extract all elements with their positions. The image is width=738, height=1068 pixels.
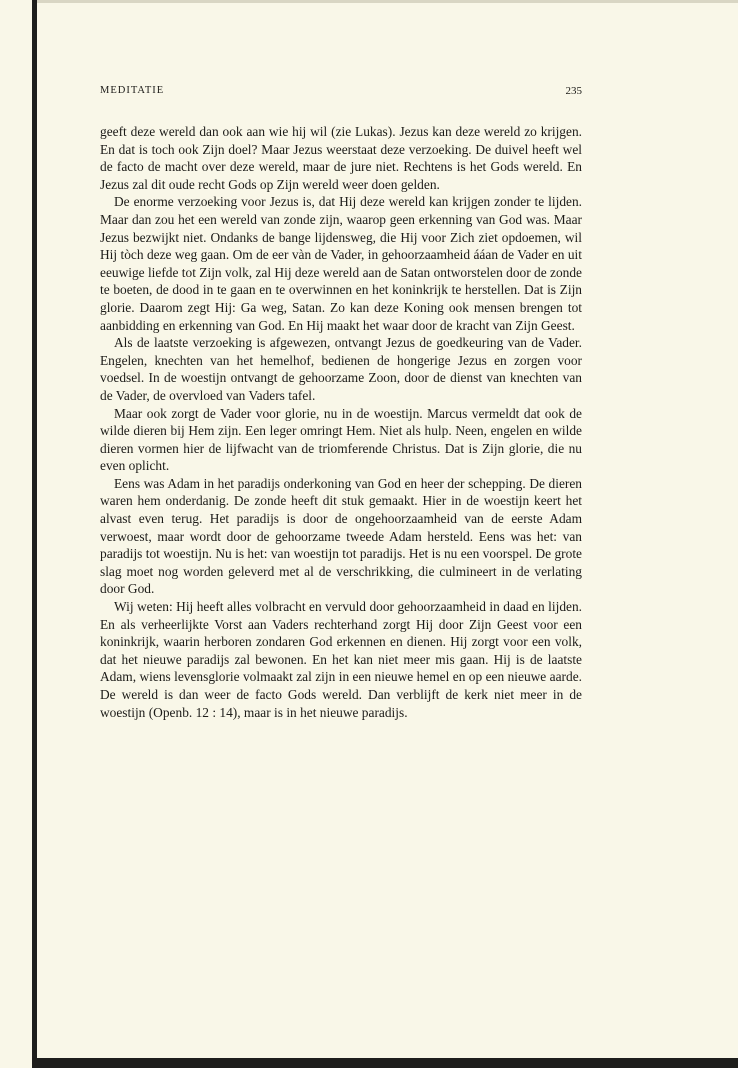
paragraph: Wij weten: Hij heeft alles volbracht en vervuld door gehoorzaamheid in daad en lijden. En als verheerlijkte Vorst aan Vaders rechterhand zorgt Hij door Zijn Geest voor een koninkrijk, waarin herboren zondaren God erkennen en dienen. Hij zorgt voor een volk, dat het nieuwe paradijs zal bewonen. En het kan niet meer mis gaan. Hij is de laatste Adam, wiens levensglorie volmaakt zal zijn in een nieuwe hemel en op een nieuwe aarde. De wereld is dan weer de facto Gods wereld. Dan verblijft de kerk niet meer in de woestijn (Openb. 12 : 14), maar is in het nieuwe paradijs. [100, 599, 582, 720]
scan-bottom-border [32, 1058, 738, 1068]
page-content [100, 85, 582, 721]
body-text [100, 123, 582, 721]
paragraph: geeft deze wereld dan ook aan wie hij wil (zie Lukas). Jezus kan deze wereld zo krijgen. En dat is toch ook Zijn doel? Maar Jezus weerstaat deze verzoeking. De duivel heeft wel de facto de macht over deze wereld, maar de jure niet. Rechtens is het Gods wereld. En Jezus zal dit oude recht Gods op Zijn wereld weer doen gelden. [100, 124, 582, 192]
paragraph: Maar ook zorgt de Vader voor glorie, nu in de woestijn. Marcus vermeldt dat ook de wilde dieren bij Hem zijn. Een leger omringt Hem. Niet als hulp. Neen, engelen en wilde dieren vormen hier de lijfwacht van de triomferende Christus. Dat is Zijn glorie, die nu even oplicht. [100, 405, 582, 474]
paragraph: Eens was Adam in het paradijs onderkoning van God en heer der schepping. De dieren waren hem onderdanig. De zonde heeft dit stuk gemaakt. Hier in de woestijn keert het alvast even terug. Het paradijs is door de ongehoorzaamheid van de eerste Adam verwoest, maar wordt door de gehoorzame tweede Adam hersteld. Eens was het: van paradijs tot woestijn. Nu is het: van woestijn tot paradijs. Het is nu een voorspel. De grote slag moet nog worden geleverd met al de verschrikking, die culmineert in de verlating door God. [100, 475, 582, 597]
scan-top-edge [37, 0, 738, 3]
running-head-title: MEDITATIE [100, 85, 165, 96]
running-head [100, 85, 582, 109]
page-number: 235 [565, 85, 582, 97]
paragraph: De enorme verzoeking voor Jezus is, dat Hij deze wereld kan krijgen zonder te lijden. Maar dan zou het een wereld van zonde zijn, waarop geen erkenning van God was. Maar Jezus bezwijkt niet. Ondanks de bange lijdensweg, die Hij voor Zich ziet opdoemen, wil Hij tòch deze weg gaan. Om de eer vàn de Vader, in gehoorzaamheid ááan de Vader en uit eeuwige liefde tot Zijn volk, zal Hij deze wereld aan de Satan ontworstelen door de zonde te boeten, de dood in te gaan en te overwinnen en het koninkrijk te herstellen. Dat is Zijn glorie. Daarom zegt Hij: Ga weg, Satan. Zo kan deze Koning ook mensen brengen tot aanbidding en erkenning van God. En Hij maakt het waar door de kracht van Zijn Geest. [100, 194, 582, 333]
scan-left-border [32, 0, 37, 1068]
paragraph: Als de laatste verzoeking is afgewezen, ontvangt Jezus de goedkeuring van de Vader. Engelen, knechten van het hemelhof, bedienen de hongerige Jezus en zorgen voor voedsel. In de woestijn ontvangt de gehoorzame Zoon, door de dienst van knechten van de Vader, de overvloed van Vaders tafel. [100, 335, 582, 403]
